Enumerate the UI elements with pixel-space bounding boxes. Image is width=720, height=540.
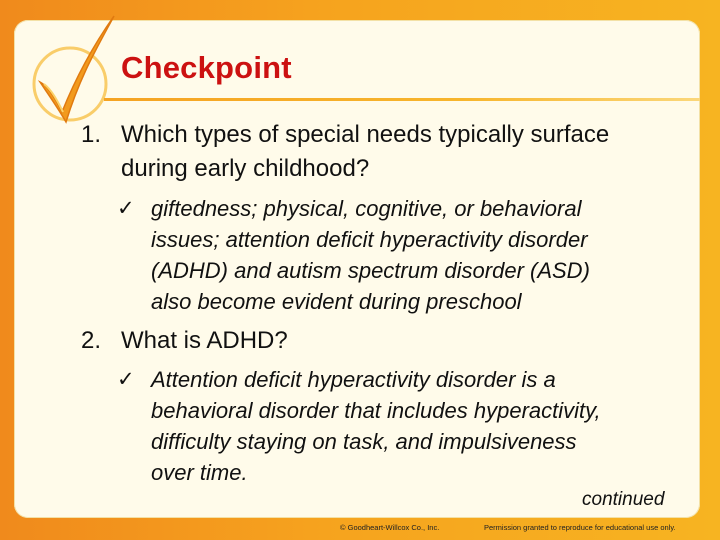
answer-text-line: Attention deficit hyperactivity disorder is a bbox=[151, 367, 556, 392]
slide-title: Checkpoint bbox=[121, 50, 292, 85]
copyright-footer: © Goodheart-Willcox Co., Inc. bbox=[340, 523, 440, 532]
answer-text-line: difficulty staying on task, and impulsiveness bbox=[151, 429, 577, 454]
answer-text-line: (ADHD) and autism spectrum disorder (ASD) bbox=[151, 258, 590, 283]
answer-text-line: issues; attention deficit hyperactivity disorder bbox=[151, 227, 588, 252]
question-text-line: What is ADHD? bbox=[121, 327, 288, 354]
answer-text-line: also become evident during preschool bbox=[151, 289, 522, 314]
permission-footer: Permission granted to reproduce for educational use only. bbox=[484, 523, 676, 532]
check-bullet-icon: ✓ bbox=[117, 368, 135, 391]
title-underline bbox=[104, 98, 700, 101]
question-text-line: during early childhood? bbox=[121, 155, 370, 182]
answer-text-line: over time. bbox=[151, 460, 248, 485]
answer-text-line: behavioral disorder that includes hyperactivity, bbox=[151, 398, 601, 423]
check-bullet-icon: ✓ bbox=[117, 197, 135, 220]
checkmark-icon bbox=[18, 12, 118, 132]
continued-label: continued bbox=[582, 489, 665, 510]
answer-text-line: giftedness; physical, cognitive, or behavioral bbox=[151, 196, 582, 221]
question-text-line: Which types of special needs typically surface bbox=[121, 121, 610, 148]
question-number: 1. bbox=[81, 121, 102, 148]
question-number: 2. bbox=[81, 327, 102, 354]
